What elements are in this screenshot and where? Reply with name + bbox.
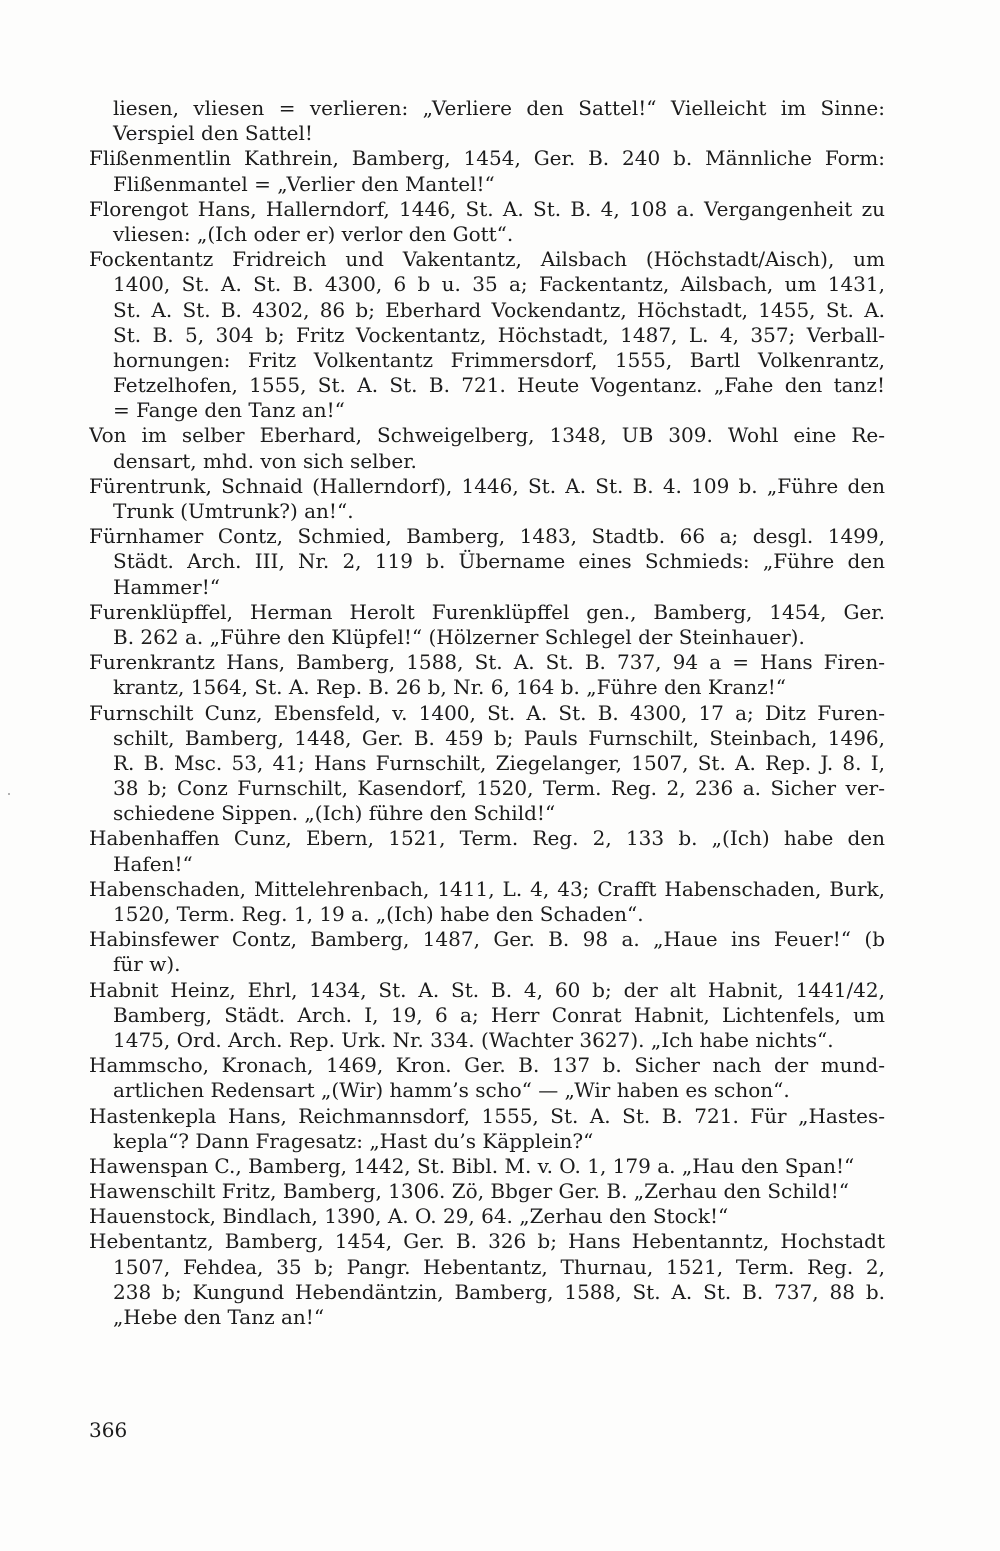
dictionary-entry xyxy=(89,197,885,247)
dictionary-entry xyxy=(89,1204,885,1229)
entry-line: Hammscho, Kronach, 1469, Kron. Ger. B. 137 b. Sicher nach der mund- xyxy=(89,1053,885,1078)
entry-line: = Fange den Tanz an!“ xyxy=(113,398,345,423)
dictionary-entry xyxy=(89,474,885,524)
entry-line: Furenklüpffel, Herman Herolt Furenklüpffel gen., Bamberg, 1454, Ger. xyxy=(89,599,885,624)
entry-line: „Hebe den Tanz an!“ xyxy=(113,1305,325,1329)
dictionary-entry xyxy=(89,1179,885,1204)
dictionary-entry xyxy=(89,423,885,473)
dictionary-entry xyxy=(89,650,885,700)
entry-line: 1507, Fehdea, 35 b; Pangr. Hebentantz, Thurnau, 1521, Term. Reg. 2, xyxy=(113,1254,885,1279)
dictionary-entry xyxy=(89,146,885,196)
entry-line: Hauenstock, Bindlach, 1390, A. O. 29, 64. „Zerhau den Stock!“ xyxy=(89,1204,729,1229)
entry-line: vliesen: „(Ich oder er) verlor den Gott“. xyxy=(113,221,514,246)
entry-line: Städt. Arch. III, Nr. 2, 119 b. Übername eines Schmieds: „Führe den xyxy=(113,549,885,574)
dictionary-entry xyxy=(89,1053,885,1103)
entry-line: Furnschilt Cunz, Ebensfeld, v. 1400, St. A. St. B. 4300, 17 a; Ditz Furen- xyxy=(89,700,885,725)
entry-line: artlichen Redensart „(Wir) hamm’s scho“ — „Wir haben es schon“. xyxy=(113,1078,790,1103)
dictionary-entry xyxy=(89,1229,885,1330)
entry-line: Hawenspan C., Bamberg, 1442, St. Bibl. M. v. O. 1, 179 a. „Hau den Span!“ xyxy=(89,1153,855,1178)
entry-line: R. B. Msc. 53, 41; Hans Furnschilt, Ziegelanger, 1507, St. A. Rep. J. 8. I, xyxy=(113,750,885,775)
entry-line: Florengot Hans, Hallerndorf, 1446, St. A. St. B. 4, 108 a. Vergangenheit zu xyxy=(89,196,885,221)
entry-line: Habenhaffen Cunz, Ebern, 1521, Term. Reg. 2, 133 b. „(Ich) habe den xyxy=(89,826,885,851)
entry-line: Furenkrantz Hans, Bamberg, 1588, St. A. St. B. 737, 94 a = Hans Firen- xyxy=(89,650,885,675)
entry-line: Hawenschilt Fritz, Bamberg, 1306. Zö, Bbger Ger. B. „Zerhau den Schild!“ xyxy=(89,1179,849,1204)
entry-line: 38 b; Conz Furnschilt, Kasendorf, 1520, Term. Reg. 2, 236 a. Sicher ver- xyxy=(113,776,885,801)
scan-speck xyxy=(8,793,10,795)
entry-line: Hebentantz, Bamberg, 1454, Ger. B. 326 b; Hans Hebentanntz, Hochstadt xyxy=(89,1229,885,1254)
entry-line: krantz, 1564, St. A. Rep. B. 26 b, Nr. 6, 164 b. „Führe den Kranz!“ xyxy=(113,675,786,700)
dictionary-entry xyxy=(89,927,885,977)
dictionary-entry xyxy=(89,877,885,927)
entry-line: liesen, vliesen = verlieren: „Verliere den Sattel!“ Vielleicht im Sinne: xyxy=(113,96,885,120)
dictionary-text-block xyxy=(89,96,885,1330)
entry-line: 1475, Ord. Arch. Rep. Urk. Nr. 334. (Wachter 3627). „Ich habe nichts“. xyxy=(113,1027,834,1052)
dictionary-entry xyxy=(89,701,885,827)
dictionary-entry xyxy=(89,96,885,146)
entry-line: Fürnhamer Contz, Schmied, Bamberg, 1483, Stadtb. 66 a; desgl. 1499, xyxy=(89,524,885,549)
entry-line: Habnit Heinz, Ehrl, 1434, St. A. St. B. 4, 60 b; der alt Habnit, 1441/42, xyxy=(89,977,885,1002)
entry-line: 238 b; Kungund Hebendäntzin, Bamberg, 1588, St. A. St. B. 737, 88 b. xyxy=(113,1279,885,1304)
entry-line: Verspiel den Sattel! xyxy=(113,121,313,146)
dictionary-entry xyxy=(89,1154,885,1179)
entry-line: Hammer!“ xyxy=(113,574,220,599)
entry-line: kepla“? Dann Fragesatz: „Hast du’s Käpplein?“ xyxy=(113,1128,594,1153)
dictionary-entry xyxy=(89,600,885,650)
entry-line: Bamberg, Städt. Arch. I, 19, 6 a; Herr Conrat Habnit, Lichtenfels, um xyxy=(113,1002,885,1027)
entry-line: schiedene Sippen. „(Ich) führe den Schild!“ xyxy=(113,801,556,826)
dictionary-entry xyxy=(89,247,885,423)
entry-line: Von im selber Eberhard, Schweigelberg, 1348, UB 309. Wohl eine Re- xyxy=(89,423,885,448)
entry-line: hornungen: Fritz Volkentantz Frimmersdorf, 1555, Bartl Volkenrantz, xyxy=(113,347,885,372)
dictionary-entry xyxy=(89,978,885,1054)
entry-line: St. B. 5, 304 b; Fritz Vockentantz, Höchstadt, 1487, L. 4, 357; Verball- xyxy=(113,322,885,347)
entry-line: densart, mhd. von sich selber. xyxy=(113,448,417,473)
entry-line: Trunk (Umtrunk?) an!“. xyxy=(113,499,354,523)
entry-line: Hafen!“ xyxy=(113,851,193,876)
entry-line: Flißenmantel = „Verlier den Mantel!“ xyxy=(113,171,495,196)
entry-line: Flißenmentlin Kathrein, Bamberg, 1454, Ger. B. 240 b. Männliche Form: xyxy=(89,146,885,171)
entry-line: Fetzelhofen, 1555, St. A. St. B. 721. Heute Vogentanz. „Fahe den tanz! xyxy=(113,373,885,398)
entry-line: Hastenkepla Hans, Reichmannsdorf, 1555, St. A. St. B. 721. Für „Hastes- xyxy=(89,1103,885,1128)
entry-line: Fürentrunk, Schnaid (Hallerndorf), 1446, St. A. St. B. 4. 109 b. „Führe den xyxy=(89,473,885,498)
page-number: 366 xyxy=(89,1418,128,1442)
entry-line: 1520, Term. Reg. 1, 19 a. „(Ich) habe den Schaden“. xyxy=(113,902,644,926)
dictionary-entry xyxy=(89,1104,885,1154)
dictionary-entry xyxy=(89,826,885,876)
entry-line: Fockentantz Fridreich und Vakentantz, Ailsbach (Höchstadt/Aisch), um xyxy=(89,247,885,272)
entry-line: 1400, St. A. St. B. 4300, 6 b u. 35 a; Fackentantz, Ailsbach, um 1431, xyxy=(113,272,885,297)
entry-line: Habenschaden, Mittelehrenbach, 1411, L. 4, 43; Crafft Habenschaden, Burk, xyxy=(89,876,885,901)
entry-line: für w). xyxy=(113,952,181,977)
entry-line: St. A. St. B. 4302, 86 b; Eberhard Vockendantz, Höchstadt, 1455, St. A. xyxy=(113,297,885,322)
entry-line: schilt, Bamberg, 1448, Ger. B. 459 b; Pauls Furnschilt, Steinbach, 1496, xyxy=(113,725,885,750)
entry-line: B. 262 a. „Führe den Klüpfel!“ (Hölzerner Schlegel der Steinhauer). xyxy=(113,624,805,649)
dictionary-entry xyxy=(89,524,885,600)
entry-line: Habinsfewer Contz, Bamberg, 1487, Ger. B. 98 a. „Haue ins Feuer!“ (b xyxy=(89,927,885,952)
